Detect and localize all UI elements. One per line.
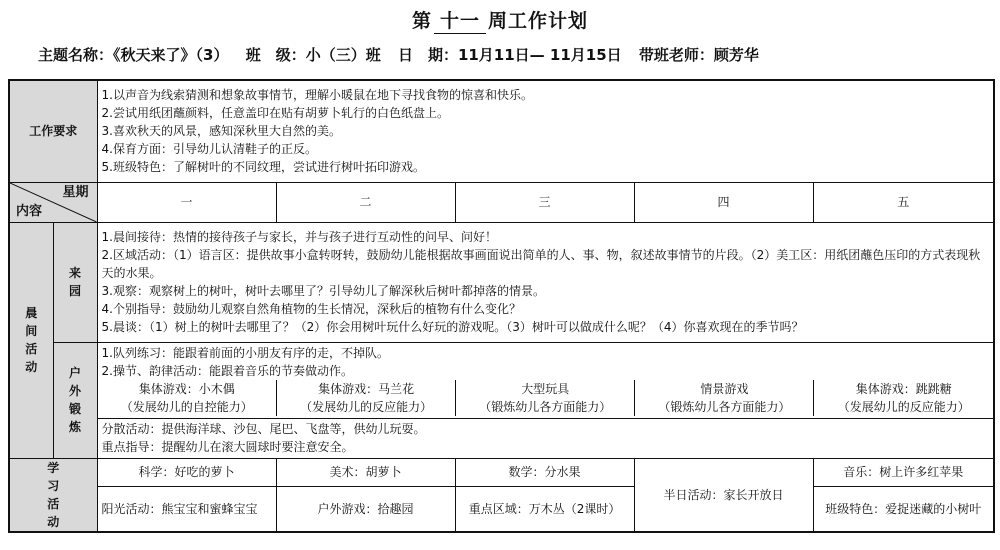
- outdoor-item: 1.队列练习：能跟着前面的小朋友有序的走，不掉队。: [101, 346, 389, 360]
- arrival-item: 2.区域活动：（1）语言区：提供故事小盒转呀转，鼓励幼儿能根据故事画面说出简单的人、事、物，叙述故事情节的片段。（2）美工区：用纸团蘸色压印的方式表现秋天的水果。: [101, 248, 981, 280]
- date-info: 日 期：11月11日— 11月15日: [397, 46, 622, 64]
- learning-activity-text: 学习活动: [47, 460, 60, 529]
- game-goal: （发展幼儿的反应能力）: [837, 400, 970, 414]
- game-name: 集体游戏：马兰花: [318, 382, 415, 396]
- outdoor-games-table: [98, 380, 994, 416]
- sunshine-activity: 阳光活动：熊宝宝和蜜蜂宝宝: [97, 487, 276, 532]
- theme-name: 主题名称：《秋天来了》（3）: [38, 46, 229, 64]
- requirement-item: 5.班级特色：了解树叶的不同纹理，尝试进行树叶拓印游戏。: [101, 160, 425, 175]
- outdoor-game-monday: [98, 380, 277, 416]
- game-name: 集体游戏：跳跳糖: [855, 382, 952, 396]
- learning-activity-label: [9, 458, 97, 532]
- outdoor-game-thursday: [635, 380, 814, 416]
- requirement-item: 4.保育方面：引导幼儿认清鞋子的正反。: [101, 142, 317, 157]
- outdoor-notes: [97, 418, 994, 458]
- outdoor-note: 重点指导：提醒幼儿在滚大圆球时要注意安全。: [101, 440, 354, 454]
- outdoor-game-friday: [814, 380, 993, 416]
- weekday-thursday: 四: [634, 182, 813, 222]
- weekly-plan-table: [8, 79, 995, 533]
- title-suffix: 周工作计划: [488, 10, 589, 32]
- weekday-monday: 一: [97, 182, 276, 222]
- work-requirements-content: [97, 80, 994, 182]
- requirement-item: 3.喜欢秋天的风景，感知深秋里大自然的美。: [101, 124, 341, 139]
- game-name: 大型玩具: [521, 382, 570, 396]
- outdoor-game-wednesday: [456, 380, 635, 416]
- learning-row-2: [9, 487, 994, 532]
- outdoor-game: 户外游戏：拾趣园: [276, 487, 455, 532]
- game-goal: （锻炼幼儿各方面能力）: [479, 400, 612, 414]
- key-area: 重点区域：万木丛（2课时）: [455, 487, 634, 532]
- outdoor-row: [9, 342, 994, 418]
- outdoor-label: [53, 342, 97, 458]
- week-number: 十一: [434, 6, 486, 34]
- morning-activity-label: [9, 222, 53, 458]
- requirement-item: 2.尝试用纸团蘸颜料，任意盖印在贴有胡萝卜轧行的白色纸盘上。: [101, 106, 449, 121]
- work-requirements-label: 工作要求: [9, 80, 97, 182]
- learning-wednesday: 数学：分水果: [455, 458, 634, 487]
- learning-row-1: [9, 458, 994, 487]
- weekday-friday: 五: [813, 182, 994, 222]
- corner-content-label: 内容: [16, 203, 43, 219]
- half-day-activity: 半日活动：家长开放日: [634, 458, 813, 532]
- morning-activity-text: 晨间活动: [25, 306, 38, 374]
- arrival-item: 5.晨谈：（1）树上的树叶去哪里了？（2）你会用树叶玩什么好玩的游戏呢。（3）树叶可以做成什么呢？（4）你喜欢现在的季节吗？: [101, 320, 804, 334]
- game-goal: （发展幼儿的反应能力）: [300, 400, 433, 414]
- arrival-text: 来园: [68, 266, 81, 298]
- weekday-tuesday: 二: [276, 182, 455, 222]
- learning-tuesday: 美术：胡萝卜: [276, 458, 455, 487]
- requirement-item: 1.以声音为线索猜测和想象故事情节，理解小暖鼠在地下寻找食物的惊喜和快乐。: [101, 88, 533, 103]
- outdoor-text: 户外锻炼: [68, 366, 81, 434]
- work-requirements-row: [9, 80, 994, 182]
- learning-friday: 音乐：树上许多红苹果: [813, 458, 994, 487]
- title-prefix: 第: [411, 10, 432, 32]
- arrival-label: [53, 222, 97, 342]
- arrival-item: 4.个别指导：鼓励幼儿观察自然角植物的生长情况，深秋后的植物有什么变化？: [101, 302, 521, 316]
- outdoor-note: 分散活动：提供海洋球、沙包、尾巴、飞盘等，供幼儿玩耍。: [101, 422, 426, 436]
- game-name: 集体游戏：小木偶: [138, 382, 235, 396]
- game-name: 情景游戏: [700, 382, 749, 396]
- weekday-wednesday: 三: [455, 182, 634, 222]
- learning-monday: 科学：好吃的萝卜: [97, 458, 276, 487]
- arrival-item: 3.观察：观察树上的树叶，树叶去哪里了？引导幼儿了解深秋后树叶都掉落的情景。: [101, 284, 545, 298]
- page-title: [0, 6, 1000, 34]
- plan-meta: [38, 44, 998, 65]
- game-goal: （锻炼幼儿各方面能力）: [658, 400, 791, 414]
- outdoor-game-tuesday: [277, 380, 456, 416]
- game-goal: （发展幼儿的自控能力）: [120, 400, 253, 414]
- class-feature: 班级特色：爱捉迷藏的小树叶: [813, 487, 994, 532]
- arrival-row: [9, 222, 994, 342]
- teacher-name: 带班老师：顾芳华: [638, 46, 759, 64]
- arrival-item: 1.晨间接待：热情的接待孩子与家长，并与孩子进行互动性的问早、问好！: [101, 230, 497, 244]
- header-corner-cell: [9, 182, 97, 222]
- weekday-header-row: [9, 182, 994, 222]
- class-info: 班 级：小（三）班: [245, 46, 381, 64]
- outdoor-content: [97, 342, 994, 418]
- outdoor-item: 2.操节、韵律活动：能跟着音乐的节奏做动作。: [101, 364, 353, 378]
- arrival-content: [97, 222, 994, 342]
- corner-weekday-label: 星期: [62, 184, 89, 200]
- outdoor-notes-row: [9, 418, 994, 458]
